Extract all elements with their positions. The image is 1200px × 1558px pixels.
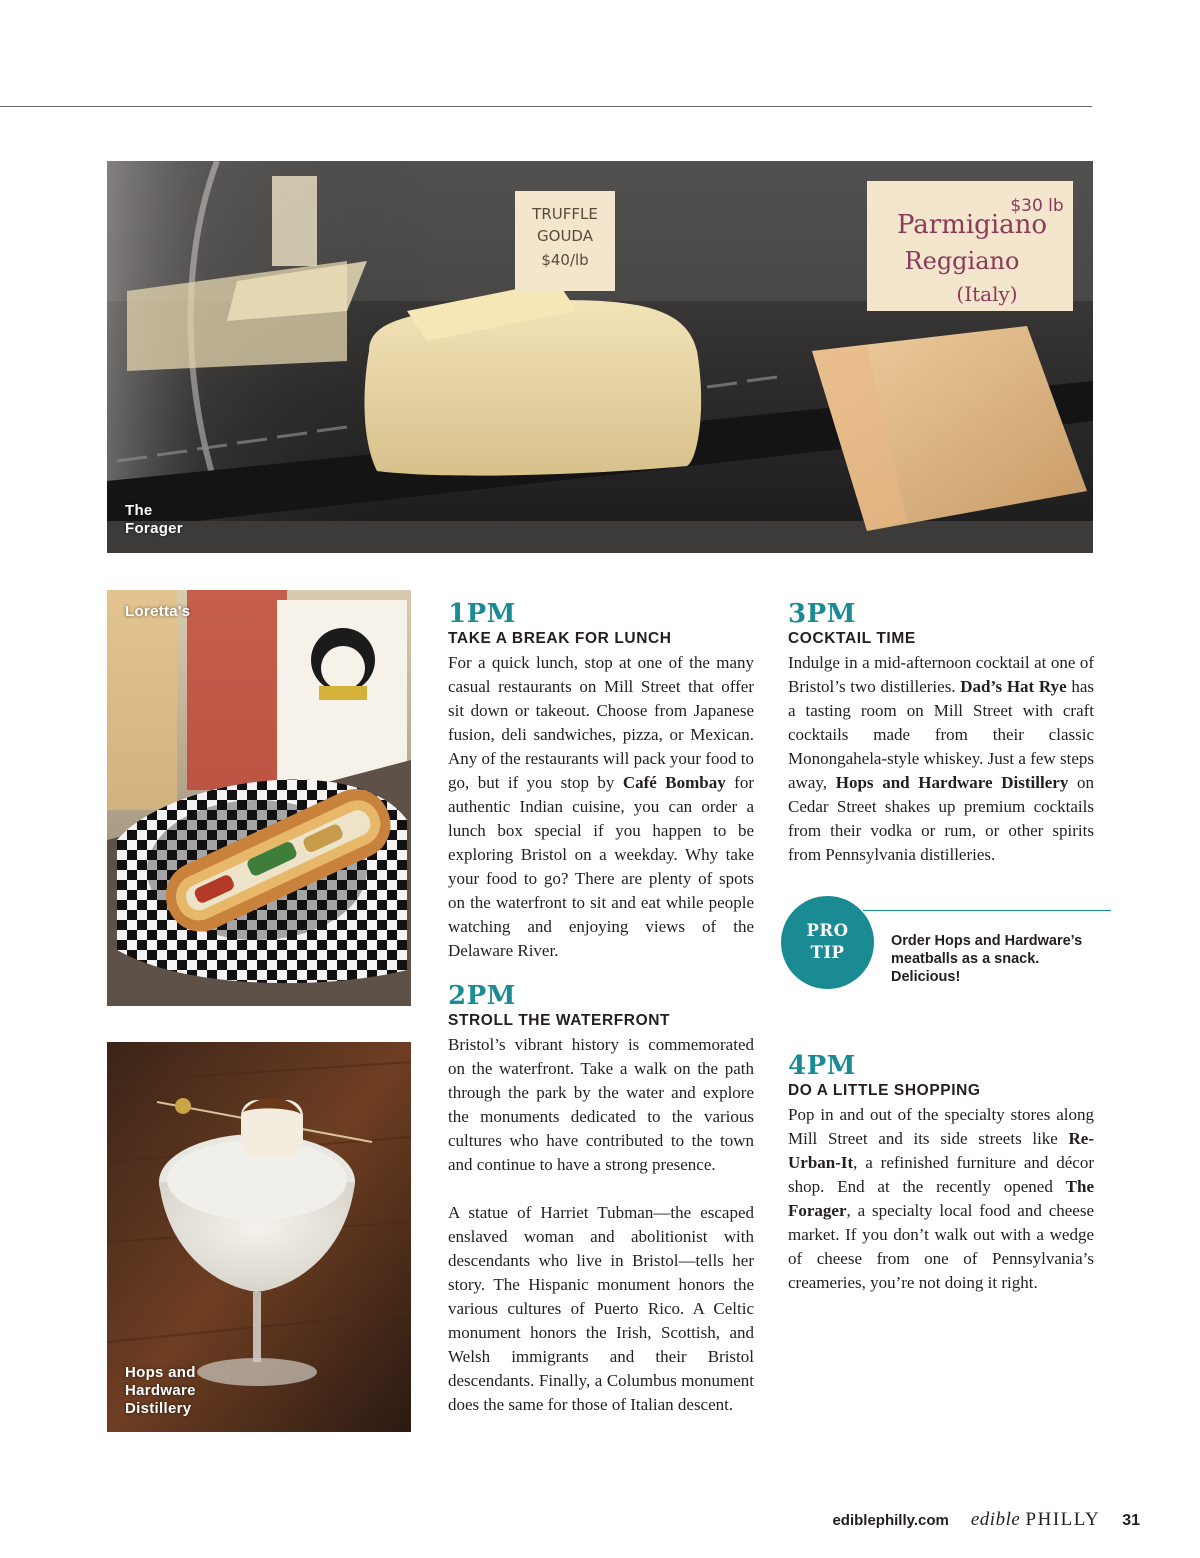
shopping-text-1: Pop in and out of the specialty stores along Mill Street and its side streets like <box>788 1105 1094 1148</box>
heading-lunch: TAKE A BREAK FOR LUNCH <box>448 630 672 647</box>
hops-photo <box>107 1042 411 1432</box>
footer-brand <box>971 1509 1100 1531</box>
heading-waterfront: STROLL THE WATERFRONT <box>448 1012 671 1029</box>
pro-tip-text: Order Hops and Hardware’s meatballs as a snack. Delicious! <box>891 933 1083 985</box>
cocktail-text-2: has a tasting room on Mill Street with craft cocktails made from their classic Monongahela-style whiskey. Just a few steps away, <box>788 677 1094 792</box>
the-forager-name: The Forager <box>788 1177 1094 1220</box>
pro-tip-line1: PRO <box>806 921 849 940</box>
lunch-text-2: for authentic Indian cuisine, you can order a lunch box special if you happen to be exploring Bristol on a weekday. Why take your food to go? There are plenty of spots on the waterfront to sit and eat while people watching and enjoying views of the Delaware River. <box>448 773 754 960</box>
time-4pm: 4PM <box>788 1051 856 1081</box>
lunch-text-1: For a quick lunch, stop at one of the many casual restaurants on Mill Street that offer sit down or takeout. Choose from Japanese fusion, deli sandwiches, pizza, or Mexican. Any of the restaurants will pack your food to go, but if you stop by <box>448 653 754 792</box>
sign-parm-price: $30 lb <box>1010 196 1064 216</box>
shopping-text-2: , a refinished furniture and décor shop. End at the recently opened <box>788 1153 1094 1196</box>
lorettas-caption: Loretta's <box>125 603 191 620</box>
page-footer <box>832 1509 1140 1535</box>
footer-brand-edible: edible <box>970 1509 1021 1530</box>
shopping-text-3: , a specialty local food and cheese market. If you don’t walk out with a wedge of cheese from one of Pennsylvania’s creameries, you’re not doing it right. <box>788 1201 1094 1292</box>
sign-parm-line3: (Italy) <box>956 282 1018 306</box>
section-3pm <box>788 600 1094 867</box>
time-3pm: 3PM <box>788 599 856 629</box>
dads-hat-name: Dad’s Hat Rye <box>960 677 1067 696</box>
page-number: 31 <box>1122 1512 1140 1529</box>
pro-tip-line2: TIP <box>810 943 845 962</box>
section-1pm <box>448 600 754 963</box>
lorettas-photo <box>107 590 411 1006</box>
footer-website[interactable]: ediblephilly.com <box>832 1512 949 1529</box>
sign-truffle-price: $40/lb <box>541 251 589 269</box>
section-4pm <box>788 1052 1094 1295</box>
hops-caption <box>125 1364 196 1418</box>
pro-tip-rule <box>863 910 1111 911</box>
pro-tip <box>781 896 1111 992</box>
re-urban-it-name: Re-Urban-It <box>788 1129 1094 1172</box>
sandwich-illustration <box>107 590 411 1006</box>
paragraph-shopping <box>788 1103 1094 1295</box>
heading-shopping: DO A LITTLE SHOPPING <box>788 1082 981 1099</box>
section-2pm <box>448 982 754 1417</box>
cocktail-text-3: on Cedar Street shakes up premium cocktails from their vodka or rum, or other spirits from Pennsylvania distilleries. <box>788 773 1095 864</box>
paragraph-lunch <box>448 651 754 963</box>
cafe-bombay-name: Café Bombay <box>622 773 726 792</box>
sign-parm-line1: Parmigiano <box>896 210 1048 240</box>
sign-truffle-line1: TRUFFLE <box>532 205 598 223</box>
hops-caption-line3: Distillery <box>125 1400 192 1417</box>
forager-caption-line2: Forager <box>125 520 183 537</box>
footer-brand-philly: PHILLY <box>1025 1509 1101 1530</box>
hops-hardware-name: Hops and Hardware Distillery <box>835 773 1069 792</box>
forager-caption-line1: The <box>125 502 153 519</box>
sign-truffle-line2: GOUDA <box>537 227 593 245</box>
pro-tip-badge <box>781 896 874 989</box>
heading-cocktail: COCKTAIL TIME <box>788 630 916 647</box>
cheese-case-illustration <box>107 161 1093 553</box>
time-1pm: 1PM <box>448 599 516 629</box>
forager-caption <box>125 502 183 538</box>
paragraph-cocktail <box>788 651 1094 867</box>
top-rule <box>0 106 1092 107</box>
hops-caption-line1: Hops and <box>125 1364 196 1381</box>
sign-parm-line2: Reggiano <box>904 247 1020 275</box>
paragraph-waterfront-2: A statue of Harriet Tubman—the escaped enslaved woman and abolitionist with descendants who live in Bristol—tells her story. The Hispanic monument honors the various cultures of Puerto Rico. A Celtic monument honors the Irish, Scottish, and Welsh immigrants and their Bristol descendants. Finally, a Columbus monument does the same for those of Italian descent. <box>448 1203 754 1414</box>
time-2pm: 2PM <box>448 981 516 1011</box>
cocktail-text-1: Indulge in a mid-afternoon cocktail at one of Bristol’s two distilleries. <box>788 653 1094 696</box>
forager-photo <box>107 161 1093 553</box>
paragraph-waterfront-1: Bristol’s vibrant history is commemorated on the waterfront. Take a walk on the path through the park by the water and explore the monuments dedicated to the various cultures who have contributed to the town and continue to have a strong presence. <box>448 1035 754 1174</box>
hops-caption-line2: Hardware <box>125 1382 196 1399</box>
